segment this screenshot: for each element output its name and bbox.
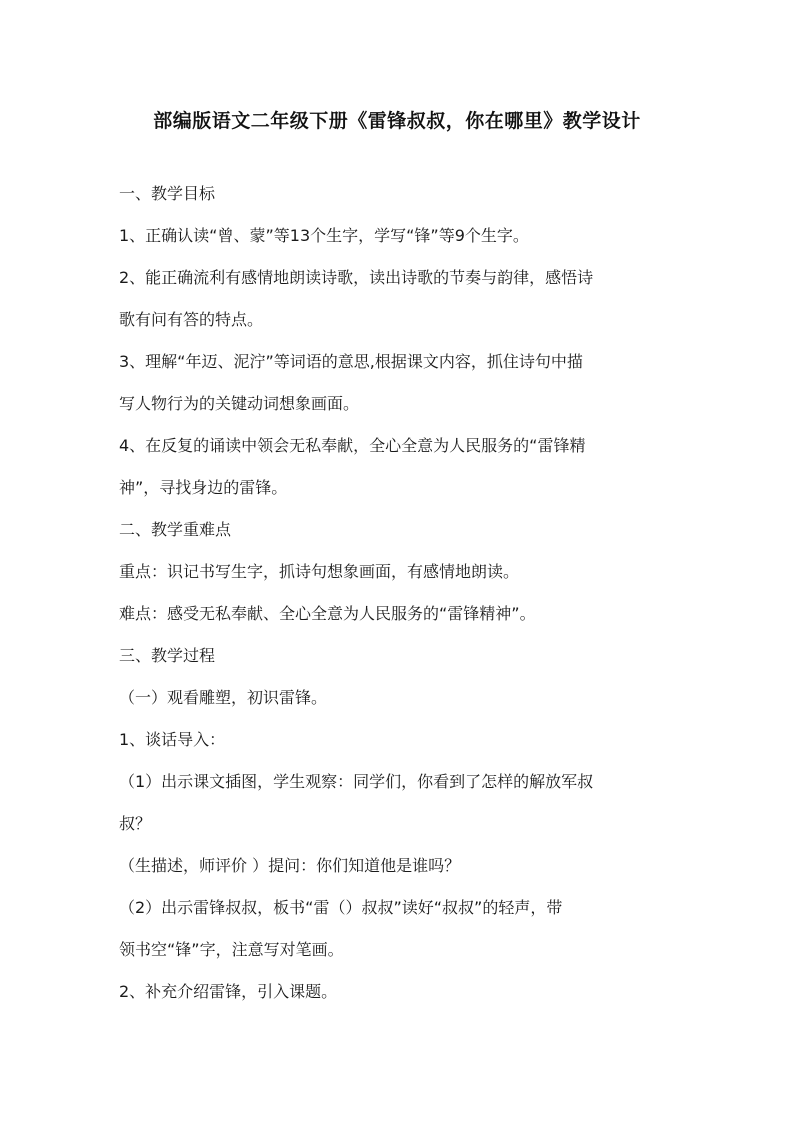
paragraph-line: 神”，寻找身边的雷锋。 [119,478,288,497]
paragraph-line: 2、能正确流利有感情地朗读诗歌，读出诗歌的节奏与韵律，感悟诗 [119,268,594,287]
section-heading-objectives: 一、教学目标 [119,184,216,203]
section-heading-key-points: 二、教学重难点 [119,520,232,539]
document-body [119,178,679,1018]
paragraph-line: 1、正确认读“曾、蒙”等13个生字，学写“锋”等9个生字。 [119,226,529,245]
paragraph-line: （2）出示雷锋叔叔，板书“雷（）叔叔”读好“叔叔”的轻声，带 [119,898,563,917]
paragraph-line: （生描述，师评价 ）提问：你们知道他是谁吗？ [119,856,461,875]
paragraph-line: 难点：感受无私奉献、全心全意为人民服务的“雷锋精神”。 [119,604,536,623]
paragraph-line: 1、谈话导入： [119,730,226,749]
paragraph-line: （1）出示课文插图，学生观察：同学们，你看到了怎样的解放军叔 [119,772,594,791]
section-heading-process: 三、教学过程 [119,646,216,665]
paragraph-line: 领书空“锋”字，注意写对笔画。 [119,940,344,959]
paragraph-line: 2、补充介绍雷锋，引入课题。 [119,982,338,1001]
paragraph-line: 4、在反复的诵读中领会无私奉献，全心全意为人民服务的“雷锋精 [119,436,586,455]
paragraph-line: 叔？ [119,814,152,833]
paragraph-line: 3、理解“年迈、泥泞”等词语的意思,根据课文内容，抓住诗句中描 [119,352,583,371]
paragraph-line: 写人物行为的关键动词想象画面。 [119,394,360,413]
paragraph-line: 重点：识记书写生字，抓诗句想象画面，有感情地朗读。 [119,562,520,581]
subsection-heading: （一）观看雕塑，初识雷锋。 [119,688,328,707]
paragraph-line: 歌有问有答的特点。 [119,310,264,329]
document-title: 部编版语文二年级下册《雷锋叔叔，你在哪里》教学设计 [153,110,641,132]
